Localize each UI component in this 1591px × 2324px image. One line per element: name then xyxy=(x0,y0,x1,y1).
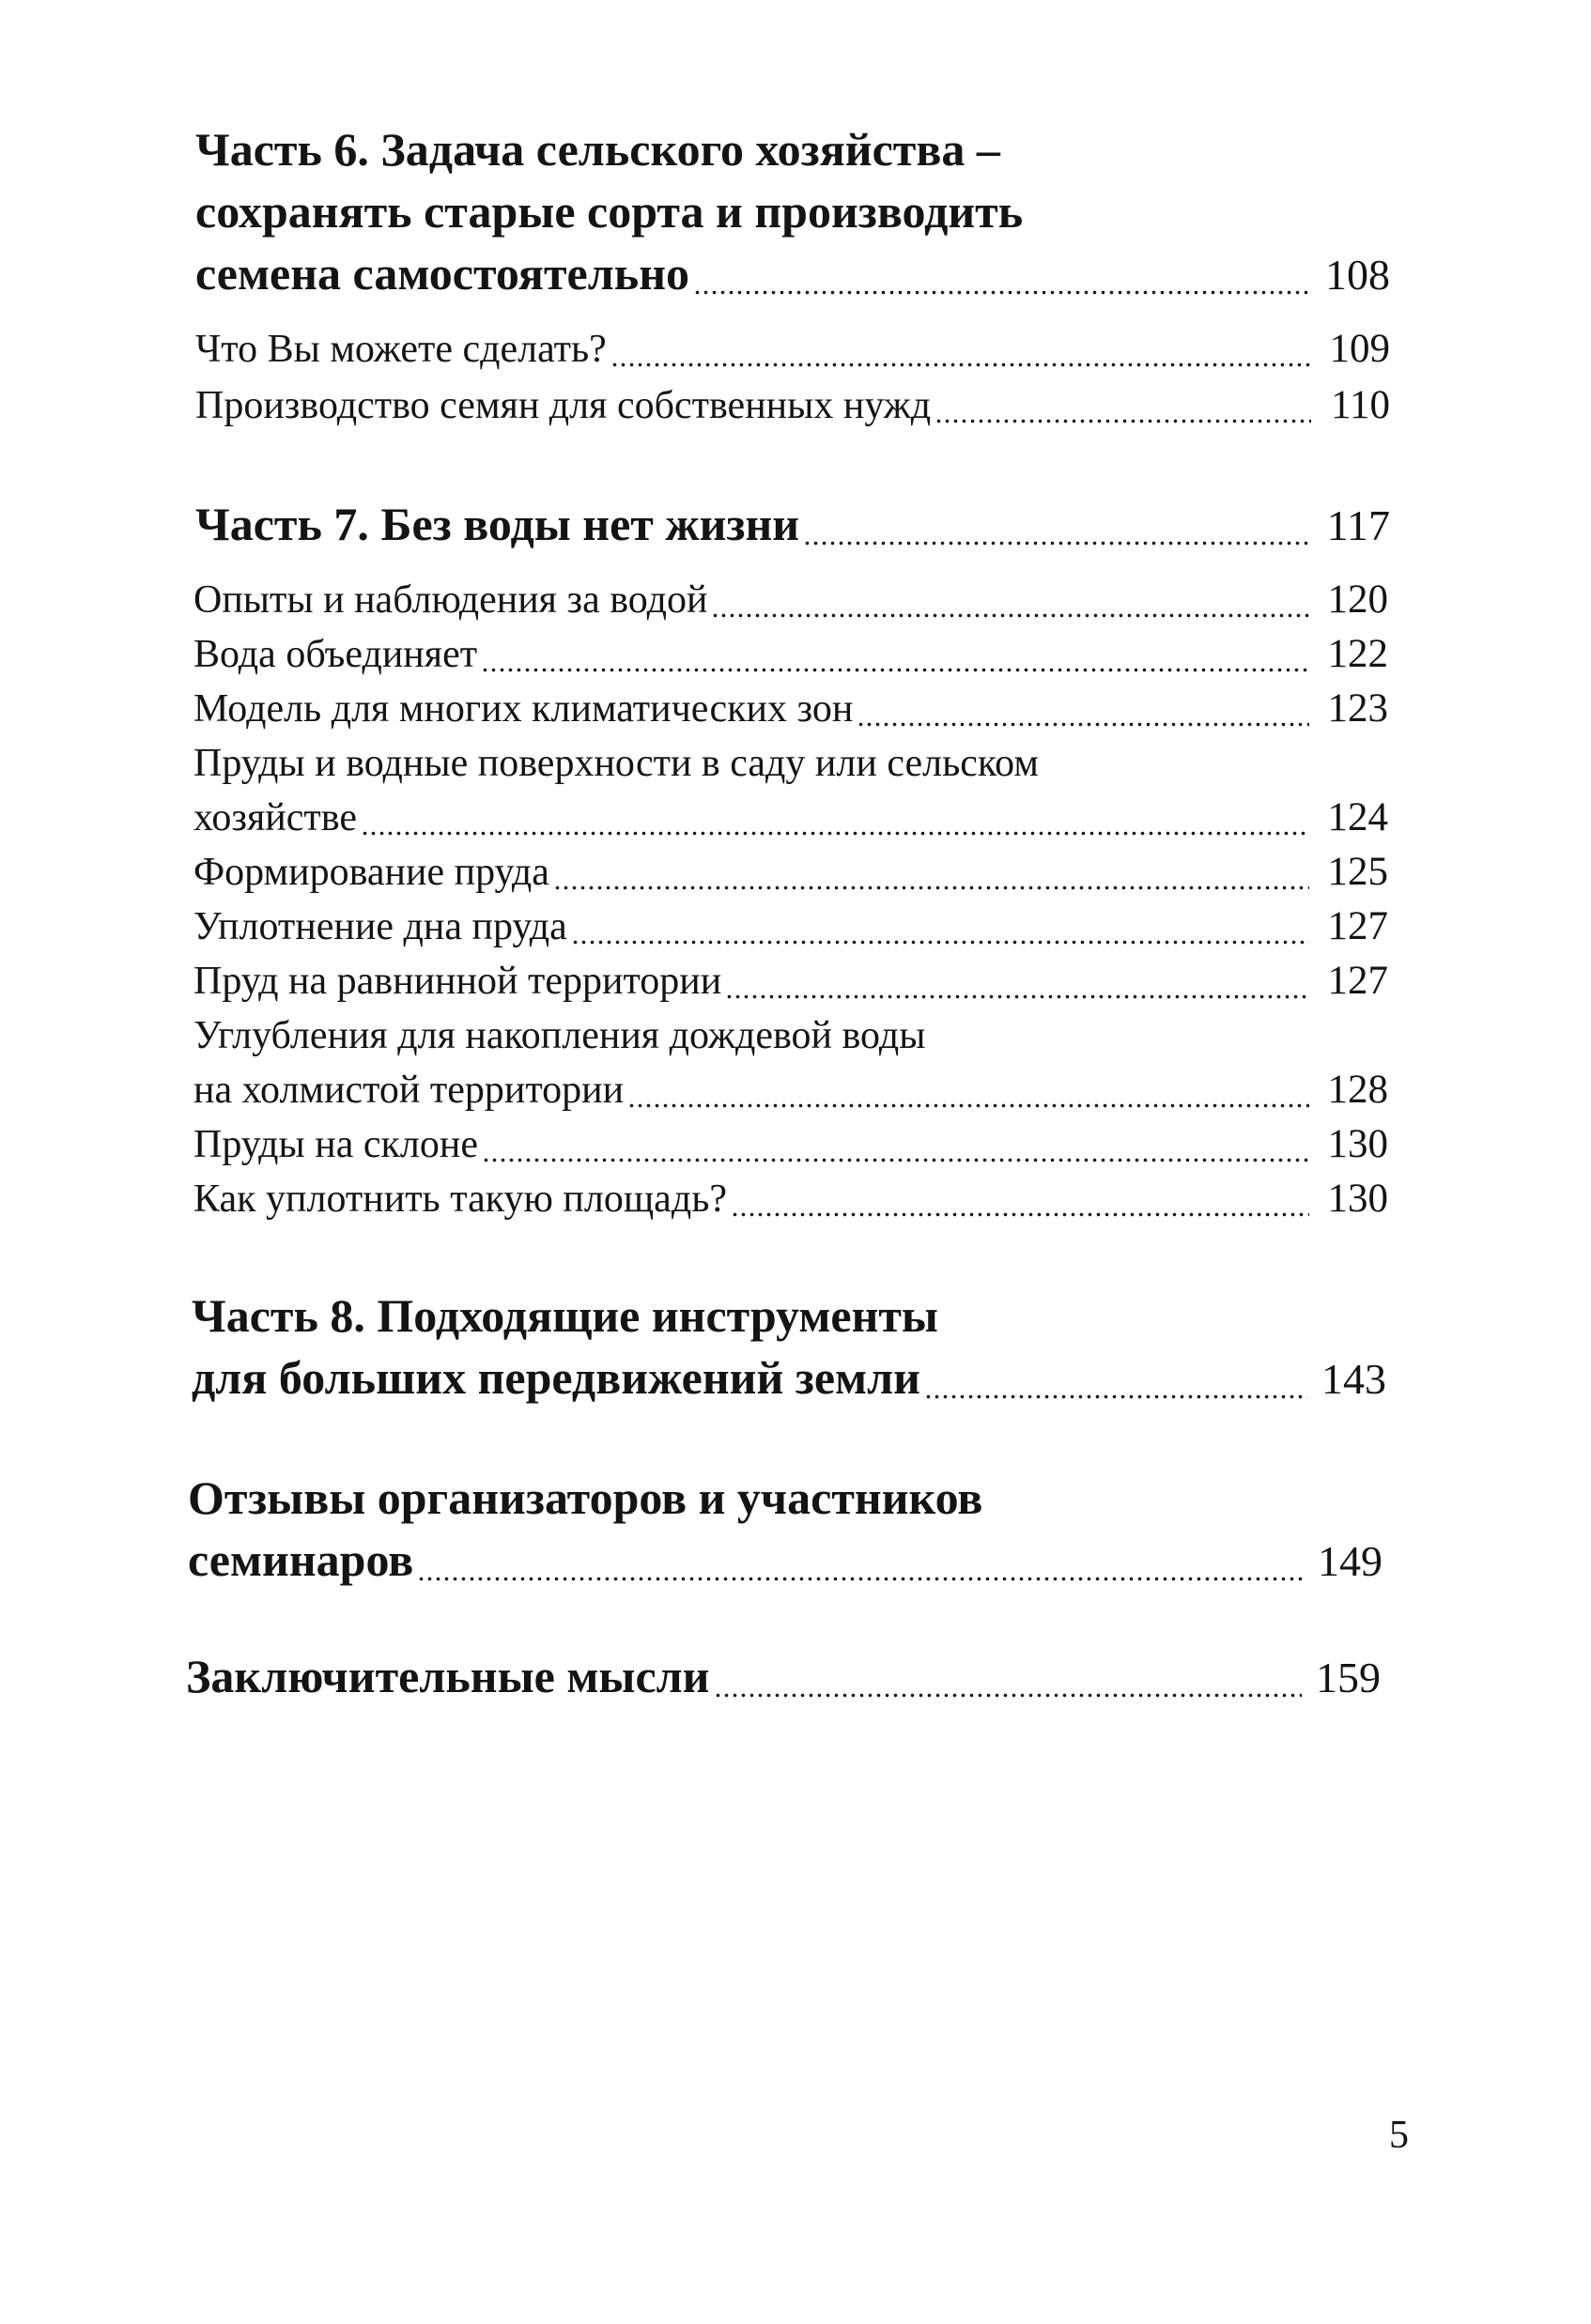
page-ref: 122 xyxy=(1327,632,1388,676)
dot-leader xyxy=(714,1690,1303,1700)
toc-item[interactable] xyxy=(193,1117,1388,1172)
toc-item[interactable] xyxy=(193,954,1388,1008)
toc-item[interactable] xyxy=(193,1008,1388,1117)
page-ref: 128 xyxy=(1327,1068,1388,1112)
dot-leader xyxy=(361,828,1309,838)
page-ref: 125 xyxy=(1327,850,1388,894)
toc-item[interactable] xyxy=(195,378,1390,433)
heading-line: Заключительные мысли xyxy=(186,1650,710,1702)
heading-line: для больших передвижений земли xyxy=(192,1351,920,1404)
toc-heading-reviews[interactable] xyxy=(188,1467,1382,1591)
page-ref: 130 xyxy=(1327,1122,1388,1166)
toc-heading-conclusion[interactable] xyxy=(186,1645,1381,1707)
item-title: Производство семян для собственных нужд xyxy=(195,384,932,427)
toc-item[interactable] xyxy=(193,573,1388,627)
toc-item[interactable] xyxy=(193,1172,1388,1226)
page-ref: 143 xyxy=(1321,1355,1386,1403)
toc-item[interactable] xyxy=(195,322,1390,377)
heading-line: семинаров xyxy=(188,1533,414,1586)
page-ref: 124 xyxy=(1327,795,1388,839)
item-title: Уплотнение дна пруда xyxy=(193,905,567,948)
page-ref: 108 xyxy=(1325,251,1390,299)
dot-leader xyxy=(693,287,1311,297)
toc-item[interactable] xyxy=(193,736,1388,845)
item-title: хозяйстве xyxy=(193,796,358,839)
dot-leader xyxy=(803,538,1311,547)
dot-leader xyxy=(627,1100,1309,1110)
page-ref: 109 xyxy=(1329,327,1390,371)
dot-leader xyxy=(610,360,1311,369)
dot-leader xyxy=(711,610,1309,620)
page-ref: 123 xyxy=(1327,686,1388,731)
dot-leader xyxy=(571,937,1309,947)
page-number: 5 xyxy=(1389,2114,1409,2157)
dot-leader xyxy=(553,883,1309,892)
item-title: Опыты и наблюдения за водой xyxy=(193,578,708,622)
dot-leader xyxy=(725,992,1309,1001)
item-title: Пруды на склоне xyxy=(193,1123,478,1166)
item-title: Формирование пруда xyxy=(193,851,549,894)
toc-item[interactable] xyxy=(193,682,1388,736)
item-title: Пруд на равнинной территории xyxy=(193,960,722,1003)
heading-line: Часть 8. Подходящие инструменты xyxy=(192,1289,938,1342)
page-ref: 159 xyxy=(1316,1654,1381,1701)
dot-leader xyxy=(481,665,1309,674)
heading-line: семена самостоятельно xyxy=(195,247,690,300)
heading-line: Часть 6. Задача сельского хозяйства – xyxy=(195,123,1000,176)
item-title: Что Вы можете сделать? xyxy=(195,328,607,371)
dot-leader xyxy=(935,416,1311,425)
item-title: Вода объединяет xyxy=(193,633,478,676)
dot-leader xyxy=(731,1209,1309,1219)
page-ref: 117 xyxy=(1326,501,1390,549)
toc-item[interactable] xyxy=(193,900,1388,954)
item-title: Модель для многих климатических зон xyxy=(193,687,854,731)
toc-heading-part6[interactable] xyxy=(195,118,1390,304)
page-ref: 127 xyxy=(1327,904,1388,948)
item-title: Пруды и водные поверхности в саду или сельском xyxy=(193,742,1039,785)
heading-line: сохранять старые сорта и производить xyxy=(195,185,1024,238)
heading-line: Часть 7. Без воды нет жизни xyxy=(195,498,800,550)
toc-item[interactable] xyxy=(193,627,1388,682)
toc-heading-part8[interactable] xyxy=(192,1285,1386,1408)
toc-item[interactable] xyxy=(193,845,1388,900)
dot-leader xyxy=(924,1392,1307,1401)
page-ref: 120 xyxy=(1327,577,1388,622)
item-title: Как уплотнить такую площадь? xyxy=(193,1177,727,1221)
page-ref: 127 xyxy=(1327,959,1388,1003)
page-ref: 149 xyxy=(1318,1537,1382,1585)
heading-line: Отзывы организаторов и участников xyxy=(188,1471,983,1524)
item-title: Углубления для накопления дождевой воды xyxy=(193,1014,926,1057)
dot-leader xyxy=(482,1155,1309,1164)
dot-leader xyxy=(857,719,1309,729)
toc-heading-part7[interactable] xyxy=(195,493,1390,555)
dot-leader xyxy=(417,1574,1304,1583)
item-title: на холмистой территории xyxy=(193,1069,625,1112)
page-ref: 130 xyxy=(1327,1177,1388,1221)
page-ref: 110 xyxy=(1331,383,1390,427)
